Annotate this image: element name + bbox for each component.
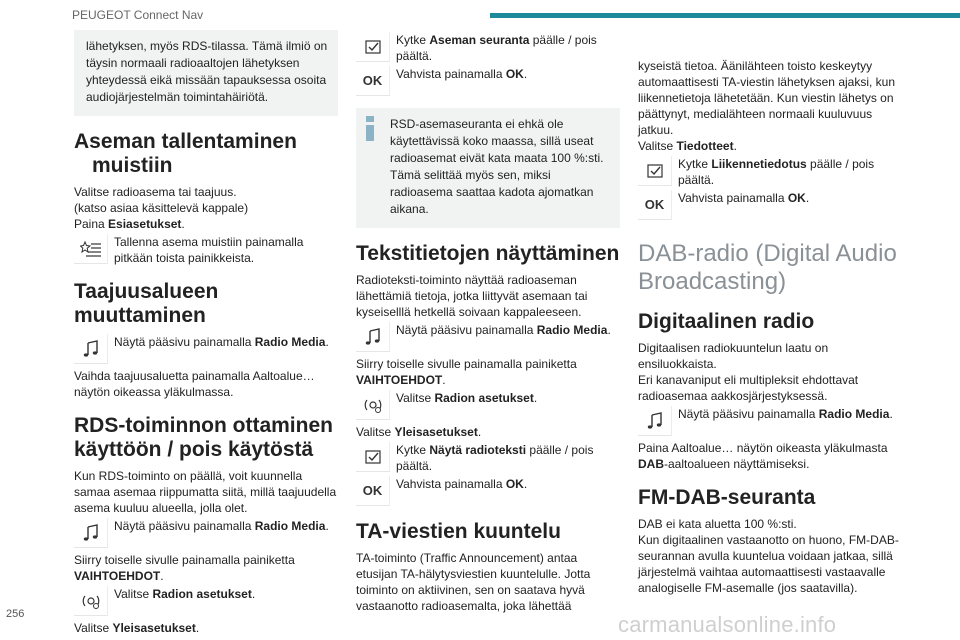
paragraph: kyseistä tietoa. Äänilähteen toisto keskeytyy automaattisesti TA-viestin lähetyksen ajaksi, kun liikennetietoja lähetetään. Kun viestin lähetys on päättynyt, medialähteen normaali kuuluvuus jatkuu.: [638, 59, 896, 137]
paragraph: Paina Aaltoalue… näytön oikeasta yläkulmasta DAB-aaltoalueen näyttämiseksi.: [638, 441, 888, 471]
radio-settings-icon: [74, 586, 108, 616]
paragraph: Valitse Yleisasetukset.: [356, 425, 482, 439]
paragraph: Siirry toiselle sivulle painamalla painiketta VAIHTOEHDOT.: [356, 357, 577, 387]
toggle-checkbox-icon: [356, 442, 390, 472]
instruction-step: [74, 518, 338, 548]
column-2: [356, 30, 620, 614]
instruction-step: [74, 586, 338, 616]
star-list-icon: [74, 234, 108, 264]
info-box: [356, 108, 620, 228]
instruction-step: [638, 190, 908, 220]
paragraph: DAB ei kata aluetta 100 %:sti.: [638, 517, 797, 531]
info-text: lähetyksen, myös RDS-tilassa. Tämä ilmiö on täysin normaali radioaaltojen lähetyksen yhteydessä eikä missään tapauksessa osoita audiojärjestelmän toimintahäiriötä.: [86, 39, 328, 104]
step-text: Näytä pääsivu painamalla Radio Media.: [396, 323, 611, 337]
step-text: Vahvista painamalla OK.: [396, 477, 528, 491]
section-title-fm-dab: FM-DAB-seuranta: [638, 486, 816, 509]
paragraph: TA-toiminto (Traffic Announcement) antaa etusijan TA-hälytysviestien kuuntelulle. Jotta toiminto on aktiivinen, sen on saatava hyvä vastaanotto radioasemalta, joka lähettää: [356, 551, 591, 613]
step-text: Valitse Radion asetukset.: [114, 587, 256, 601]
instruction-step: [638, 406, 908, 436]
instruction-step: [74, 334, 338, 364]
instruction-step: [356, 442, 620, 474]
ok-icon: OK: [356, 476, 390, 506]
column-1: [74, 30, 338, 636]
section-title-rds: RDS-toiminnon ottaminen käyttöön / pois käytöstä: [74, 414, 333, 461]
step-text: Näytä pääsivu painamalla Radio Media.: [114, 335, 329, 349]
step-text: Näytä pääsivu painamalla Radio Media.: [678, 407, 893, 421]
toggle-checkbox-icon: [638, 156, 672, 186]
paragraph: Eri kanavaniput eli multipleksit ehdottavat radioasemaa aakkosjärjestyksessä.: [638, 373, 859, 403]
column-3: [638, 30, 908, 596]
instruction-step: [356, 322, 620, 352]
section-title-ta: TA-viestien kuuntelu: [356, 520, 561, 543]
section-title-radiotext: Tekstitietojen näyttäminen: [356, 242, 620, 265]
paragraph: Valitse Yleisasetukset.: [74, 621, 200, 635]
instruction-step: [356, 66, 620, 96]
paragraph: Valitse radioasema tai taajuus.: [74, 185, 237, 199]
paragraph: Vaihda taajuusaluetta painamalla Aaltoalue… näytön oikeassa yläkulmassa.: [74, 369, 315, 399]
header-accent-bar: [490, 13, 960, 18]
ok-icon: OK: [638, 190, 672, 220]
info-box-continuation: [74, 30, 338, 116]
step-text: Kytke Liikennetiedotus päälle / pois päältä.: [678, 157, 875, 187]
section-title-band: Taajuusalueen muuttaminen: [74, 280, 219, 327]
step-text: Valitse Radion asetukset.: [396, 391, 538, 405]
paragraph: Paina Esiasetukset.: [74, 217, 185, 231]
step-text: Näytä pääsivu painamalla Radio Media.: [114, 519, 329, 533]
instruction-step: [356, 390, 620, 420]
paragraph: (katso asiaa käsittelevä kappale): [74, 201, 249, 215]
paragraph: Kun digitaalinen vastaanotto on huono, FM-DAB-seurannan avulla kuuntelua voidaan jatkaa, sillä järjestelmä vaihtaa automaattisesti vastaavalle analogiselle FM-asemalle (jos saatavilla).: [638, 533, 899, 595]
watermark: carmanualsonline.info: [618, 612, 837, 637]
step-text: Vahvista painamalla OK.: [678, 191, 810, 205]
section-title-digital-radio: Digitaalinen radio: [638, 310, 815, 333]
step-text: Kytke Näytä radioteksti päälle / pois päältä.: [396, 443, 594, 473]
document-header-title: PEUGEOT Connect Nav: [72, 8, 204, 22]
instruction-step: [74, 234, 338, 266]
ok-icon: OK: [356, 66, 390, 96]
music-note-icon: [356, 322, 390, 352]
step-text: Kytke Aseman seuranta päälle / pois päältä.: [396, 33, 597, 63]
page-number: 256: [6, 608, 25, 620]
music-note-icon: [74, 518, 108, 548]
step-text: Vahvista painamalla OK.: [396, 67, 528, 81]
paragraph: Digitaalisen radiokuuntelun laatu on ensiluokkaista.: [638, 341, 829, 371]
section-title-save-station: Aseman tallentaminen muistiin: [74, 130, 297, 177]
radio-settings-icon: [356, 390, 390, 420]
paragraph: Valitse Tiedotteet.: [638, 139, 737, 153]
paragraph: Siirry toiselle sivulle painamalla painiketta VAIHTOEHDOT.: [74, 553, 295, 583]
paragraph: Radioteksti-toiminto näyttää radioaseman lähettämiä tietoja, jotka liittyvät asemaan tai kyseiselllä hetkellä soivaan kappaleeseen.: [356, 273, 588, 319]
info-text: RSD-asemaseuranta ei ehkä ole käytettävissä koko maassa, sillä useat radioasemat eivät kata maata 100 %:sti. Tämä selittää myös sen, miksi radioasema saattaa kadota ajomatkan aikana.: [390, 117, 604, 216]
chapter-title-dab: DAB-radio (Digital Audio Broadcasting): [638, 240, 897, 295]
step-text: Tallenna asema muistiin painamalla pitkään toista painikkeista.: [114, 235, 304, 265]
instruction-step: [356, 32, 620, 64]
toggle-checkbox-icon: [356, 32, 390, 62]
music-note-icon: [74, 334, 108, 364]
music-note-icon: [638, 406, 672, 436]
info-icon: [366, 116, 374, 142]
paragraph: Kun RDS-toiminto on päällä, voit kuunnella samaa asemaa riippumatta siitä, millä taajuudella asema kuuluu alueella, jolla olet.: [74, 469, 337, 515]
instruction-step: [638, 156, 908, 188]
instruction-step: [356, 476, 620, 506]
